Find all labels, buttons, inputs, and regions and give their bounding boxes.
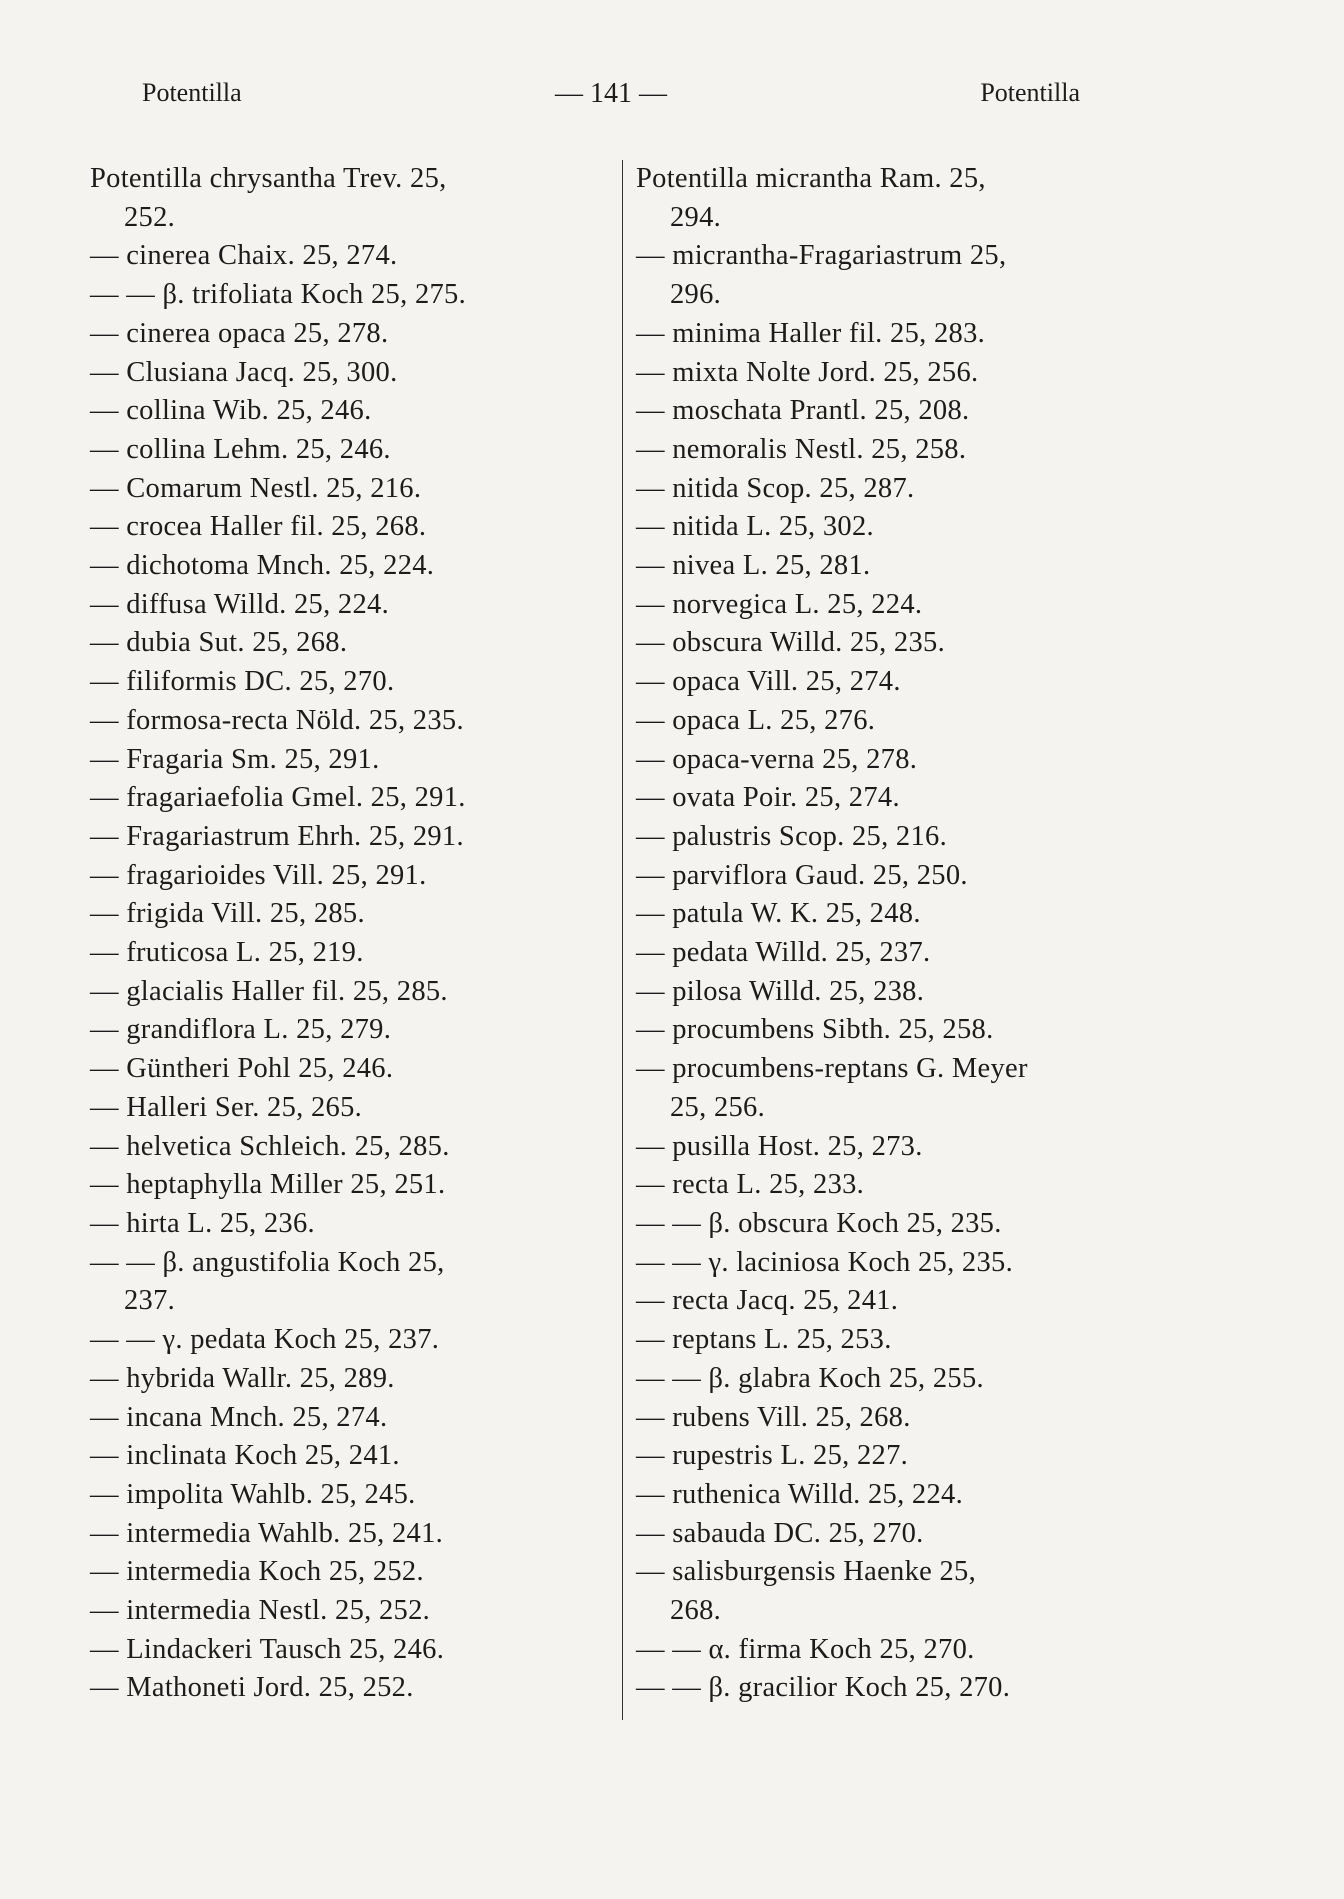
index-columns: [90, 160, 1150, 1720]
index-entry: — opaca-verna 25, 278.: [636, 743, 918, 775]
index-entry: — procumbens Sibth. 25, 258.: [636, 1014, 994, 1046]
index-entry: — ruthenica Willd. 25, 224.: [636, 1478, 963, 1510]
index-entry: — fragariaefolia Gmel. 25, 291.: [90, 782, 466, 814]
index-entry: — crocea Haller fil. 25, 268.: [90, 511, 427, 543]
page-header: [142, 78, 1080, 118]
index-entry: — pedata Willd. 25, 237.: [636, 937, 931, 969]
index-entry: — intermedia Wahlb. 25, 241.: [90, 1517, 444, 1549]
index-entry: — — γ. laciniosa Koch 25, 235.: [636, 1246, 1013, 1278]
index-entry: — rupestris L. 25, 227.: [636, 1440, 909, 1472]
index-entry: 268.: [670, 1595, 722, 1627]
index-entry: — grandiflora L. 25, 279.: [90, 1014, 392, 1046]
index-entry: — recta L. 25, 233.: [636, 1169, 865, 1201]
running-head-right: Potentilla: [980, 78, 1080, 107]
index-entry: — obscura Willd. 25, 235.: [636, 627, 946, 659]
index-entry: — reptans L. 25, 253.: [636, 1324, 892, 1356]
index-entry: — parviflora Gaud. 25, 250.: [636, 859, 968, 891]
index-entry: — salisburgensis Haenke 25,: [636, 1556, 977, 1588]
index-entry: — nitida L. 25, 302.: [636, 511, 874, 543]
index-entry: — procumbens-reptans G. Meyer: [636, 1053, 1028, 1085]
index-entry: — norvegica L. 25, 224.: [636, 588, 923, 620]
index-entry: — recta Jacq. 25, 241.: [636, 1285, 899, 1317]
index-entry: — sabauda DC. 25, 270.: [636, 1517, 924, 1549]
page-number: — 141 —: [555, 78, 667, 109]
index-entry: — formosa-recta Nöld. 25, 235.: [90, 704, 464, 736]
index-entry: — hybrida Wallr. 25, 289.: [90, 1362, 395, 1394]
index-entry: — minima Haller fil. 25, 283.: [636, 317, 986, 349]
index-entry: — nemoralis Nestl. 25, 258.: [636, 433, 967, 465]
index-entry: 237.: [124, 1285, 176, 1317]
index-entry: — dichotoma Mnch. 25, 224.: [90, 550, 435, 582]
index-entry: — helvetica Schleich. 25, 285.: [90, 1130, 450, 1162]
running-head-left: Potentilla: [142, 78, 242, 107]
index-entry: — filiformis DC. 25, 270.: [90, 666, 395, 698]
index-entry: — moschata Prantl. 25, 208.: [636, 395, 970, 427]
index-entry: — nitida Scop. 25, 287.: [636, 472, 915, 504]
index-entry: — Comarum Nestl. 25, 216.: [90, 472, 422, 504]
index-entry: — cinerea opaca 25, 278.: [90, 317, 389, 349]
index-entry: — inclinata Koch 25, 241.: [90, 1440, 400, 1472]
index-entry: — pilosa Willd. 25, 238.: [636, 975, 925, 1007]
column-divider: [622, 160, 623, 1720]
index-entry: — Fragariastrum Ehrh. 25, 291.: [90, 820, 464, 852]
index-entry: — — β. trifoliata Koch 25, 275.: [90, 279, 467, 311]
index-entry: — mixta Nolte Jord. 25, 256.: [636, 356, 979, 388]
index-entry: — Lindackeri Tausch 25, 246.: [90, 1633, 445, 1665]
index-entry: — glacialis Haller fil. 25, 285.: [90, 975, 448, 1007]
index-entry: — patula W. K. 25, 248.: [636, 898, 921, 930]
index-entry: 294.: [670, 201, 722, 233]
index-entry: — — β. obscura Koch 25, 235.: [636, 1207, 1002, 1239]
index-entry: — diffusa Willd. 25, 224.: [90, 588, 389, 620]
index-entry: — fruticosa L. 25, 219.: [90, 937, 364, 969]
index-entry: — hirta L. 25, 236.: [90, 1207, 315, 1239]
index-entry: — nivea L. 25, 281.: [636, 550, 871, 582]
right-column: [636, 160, 1150, 1708]
index-entry: 252.: [124, 201, 176, 233]
index-entry: 296.: [670, 279, 722, 311]
index-entry: — opaca Vill. 25, 274.: [636, 666, 901, 698]
index-entry: Potentilla micrantha Ram. 25,: [636, 163, 986, 194]
index-entry: — opaca L. 25, 276.: [636, 704, 876, 736]
index-entry: — incana Mnch. 25, 274.: [90, 1401, 388, 1433]
index-entry: — Mathoneti Jord. 25, 252.: [90, 1672, 414, 1704]
index-entry: — — γ. pedata Koch 25, 237.: [90, 1324, 440, 1356]
index-entry: — rubens Vill. 25, 268.: [636, 1401, 911, 1433]
index-entry: — fragarioides Vill. 25, 291.: [90, 859, 427, 891]
index-entry: — Güntheri Pohl 25, 246.: [90, 1053, 394, 1085]
index-entry: — Fragaria Sm. 25, 291.: [90, 743, 380, 775]
index-entry: — ovata Poir. 25, 274.: [636, 782, 900, 814]
index-entry: — pusilla Host. 25, 273.: [636, 1130, 923, 1162]
index-entry: — impolita Wahlb. 25, 245.: [90, 1478, 416, 1510]
index-entry: — Clusiana Jacq. 25, 300.: [90, 356, 398, 388]
index-entry: — — α. firma Koch 25, 270.: [636, 1633, 975, 1665]
left-column: [90, 160, 620, 1708]
index-entry: — micrantha-Fragariastrum 25,: [636, 240, 1007, 272]
index-entry: — palustris Scop. 25, 216.: [636, 820, 948, 852]
index-entry: — frigida Vill. 25, 285.: [90, 898, 365, 930]
index-entry: Potentilla chrysantha Trev. 25,: [90, 163, 447, 194]
index-entry: — collina Lehm. 25, 246.: [90, 433, 391, 465]
index-entry: — cinerea Chaix. 25, 274.: [90, 240, 398, 272]
index-entry: 25, 256.: [670, 1091, 766, 1123]
index-entry: — Halleri Ser. 25, 265.: [90, 1091, 363, 1123]
index-entry: — dubia Sut. 25, 268.: [90, 627, 348, 659]
index-entry: — — β. glabra Koch 25, 255.: [636, 1362, 984, 1394]
index-entry: — intermedia Nestl. 25, 252.: [90, 1595, 431, 1627]
index-entry: — — β. angustifolia Koch 25,: [90, 1246, 445, 1278]
index-entry: — — β. gracilior Koch 25, 270.: [636, 1672, 1011, 1704]
index-entry: — collina Wib. 25, 246.: [90, 395, 372, 427]
index-entry: — intermedia Koch 25, 252.: [90, 1556, 424, 1588]
index-entry: — heptaphylla Miller 25, 251.: [90, 1169, 446, 1201]
